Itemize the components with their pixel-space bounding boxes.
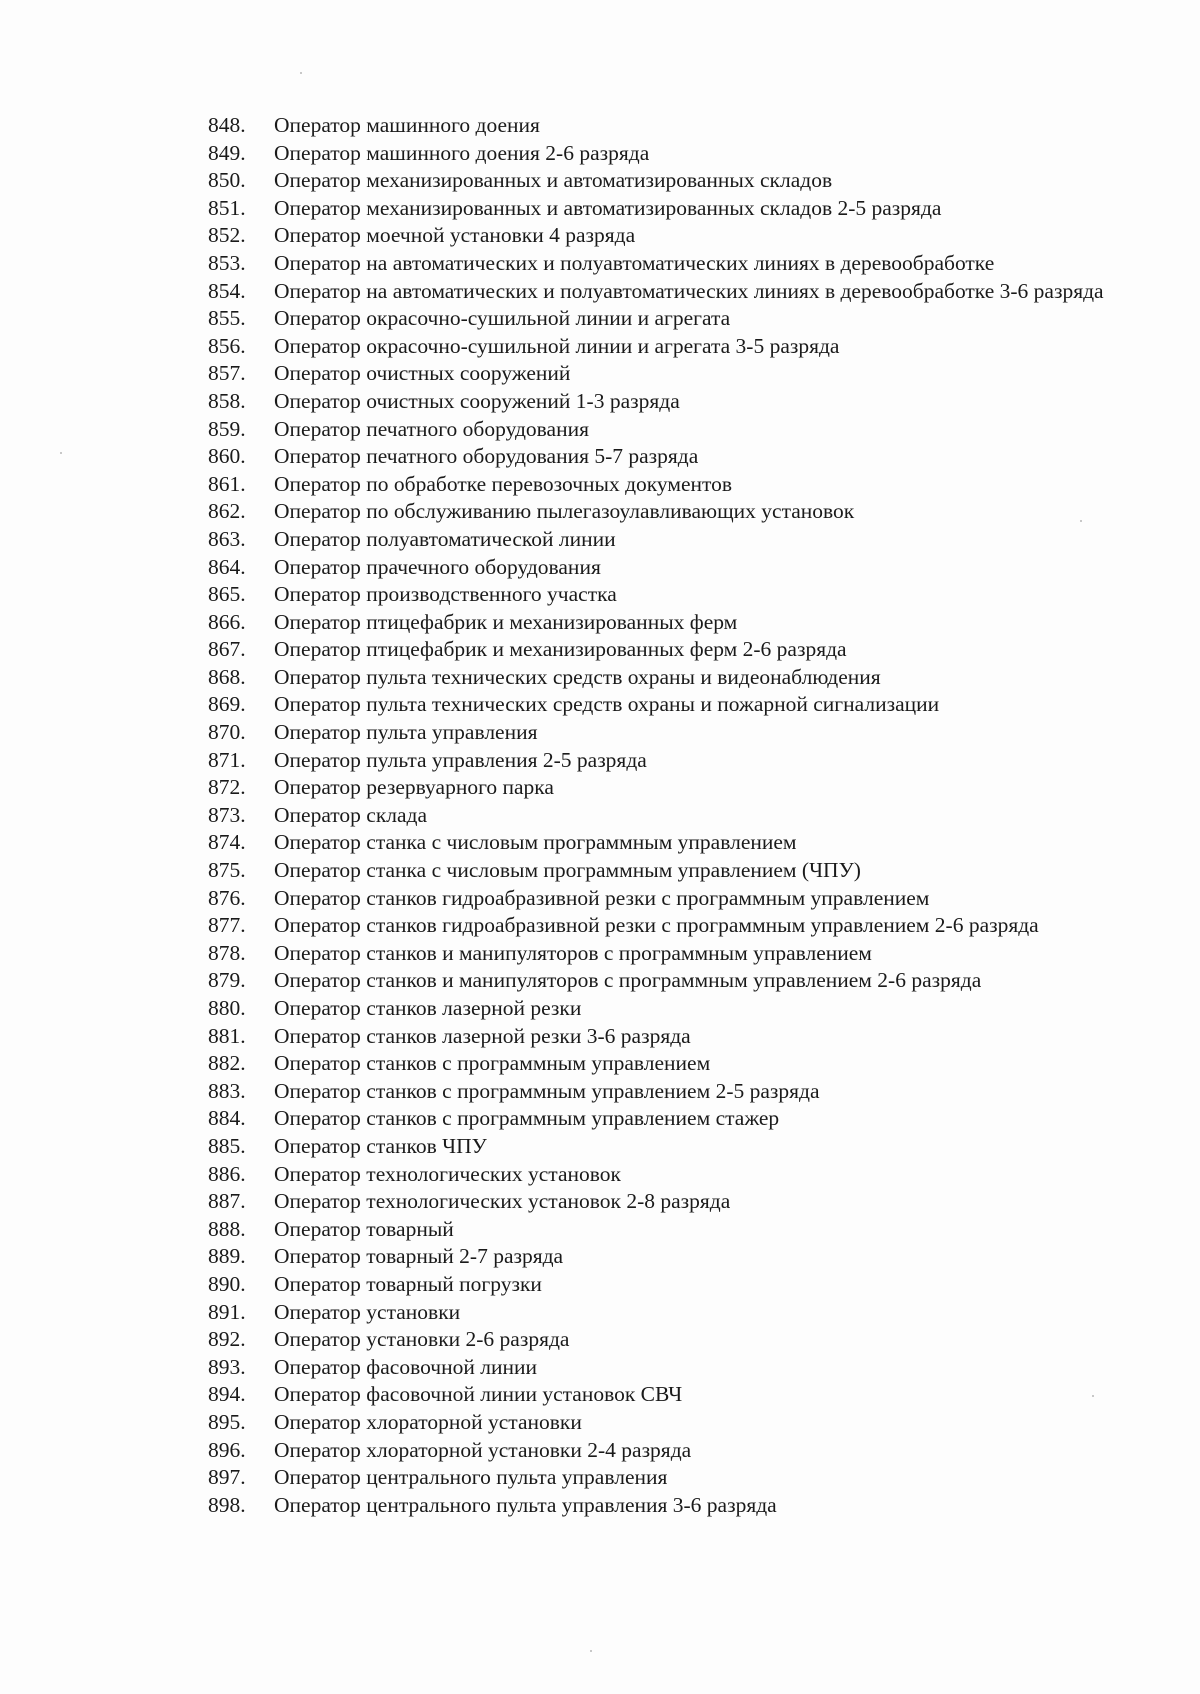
list-item <box>208 829 1128 857</box>
list-item <box>208 1492 1128 1520</box>
item-text: Оператор станков лазерной резки 3-6 разряда <box>274 1023 691 1048</box>
list-item <box>208 747 1128 775</box>
scan-speck <box>60 452 62 454</box>
item-number: 894. <box>208 1382 246 1407</box>
list-item <box>208 1188 1128 1216</box>
list-item <box>208 1271 1128 1299</box>
item-number: 861. <box>208 471 246 496</box>
list-item <box>208 1299 1128 1327</box>
item-text: Оператор по обслуживанию пылегазоулавливающих установок <box>274 499 855 524</box>
item-number: 872. <box>208 775 246 800</box>
item-number: 898. <box>208 1492 246 1517</box>
item-text: Оператор станков и манипуляторов с программным управлением <box>274 940 872 965</box>
list-item <box>208 498 1128 526</box>
list-item <box>208 774 1128 802</box>
list-item <box>208 940 1128 968</box>
item-text: Оператор на автоматических и полуавтоматических линиях в деревообработке 3-6 разряда <box>274 278 1104 303</box>
item-number: 867. <box>208 637 246 662</box>
item-number: 877. <box>208 913 246 938</box>
item-number: 862. <box>208 499 246 524</box>
list-item <box>208 1243 1128 1271</box>
item-number: 880. <box>208 996 246 1020</box>
list-item <box>208 554 1128 582</box>
item-number: 875. <box>208 858 246 883</box>
item-text: Оператор полуавтоматической линии <box>274 526 616 551</box>
item-text: Оператор птицефабрик и механизированных ферм <box>274 609 738 634</box>
list-item <box>208 1464 1128 1492</box>
list-item <box>208 664 1128 692</box>
item-number: 865. <box>208 582 246 607</box>
item-text: Оператор фасовочной линии <box>274 1354 537 1379</box>
item-text: Оператор производственного участка <box>274 582 617 607</box>
list-item <box>208 1354 1128 1382</box>
item-text: Оператор пульта управления 2-5 разряда <box>274 747 647 772</box>
list-item <box>208 802 1128 830</box>
item-number: 858. <box>208 388 246 413</box>
item-text: Оператор окрасочно-сушильной линии и агрегата 3-5 разряда <box>274 333 840 358</box>
list-item <box>208 1326 1128 1354</box>
list-item <box>208 388 1128 416</box>
item-text: Оператор хлораторной установки 2-4 разряда <box>274 1437 692 1462</box>
item-number: 890. <box>208 1271 246 1296</box>
item-number: 895. <box>208 1409 246 1434</box>
list-item <box>208 305 1128 333</box>
item-number: 868. <box>208 664 246 689</box>
list-item <box>208 278 1128 306</box>
scan-speck <box>590 1650 592 1652</box>
item-text: Оператор окрасочно-сушильной линии и агрегата <box>274 306 731 331</box>
item-number: 897. <box>208 1465 246 1490</box>
item-number: 882. <box>208 1051 246 1076</box>
list-item <box>208 1381 1128 1409</box>
item-number: 891. <box>208 1299 246 1324</box>
item-text: Оператор станков с программным управлением <box>274 1051 711 1076</box>
item-text: Оператор центрального пульта управления <box>274 1465 668 1490</box>
item-text: Оператор очистных сооружений <box>274 361 571 386</box>
item-text: Оператор станка с числовым программным управлением <box>274 830 797 855</box>
list-item <box>208 416 1128 444</box>
list-item <box>208 112 1128 140</box>
list-item <box>208 1133 1128 1161</box>
list-item <box>208 360 1128 388</box>
item-text: Оператор пульта технических средств охраны и пожарной сигнализации <box>274 692 940 717</box>
item-text: Оператор станков гидроабразивной резки с программным управлением <box>274 885 930 910</box>
item-text: Оператор установки 2-6 разряда <box>274 1327 570 1352</box>
item-text: Оператор станков с программным управлением 2-5 разряда <box>274 1078 820 1103</box>
item-number: 860. <box>208 444 246 469</box>
list-item <box>208 1105 1128 1133</box>
item-text: Оператор на автоматических и полуавтоматических линиях в деревообработке <box>274 250 995 275</box>
item-number: 866. <box>208 609 246 634</box>
item-text: Оператор станков лазерной резки <box>274 996 582 1020</box>
item-number: 857. <box>208 361 246 386</box>
item-text: Оператор птицефабрик и механизированных ферм 2-6 разряда <box>274 637 847 662</box>
item-text: Оператор пульта технических средств охраны и видеонаблюдения <box>274 664 881 689</box>
item-number: 885. <box>208 1133 246 1158</box>
list-item <box>208 443 1128 471</box>
item-number: 886. <box>208 1161 246 1186</box>
item-number: 856. <box>208 333 246 358</box>
list-item <box>208 912 1128 940</box>
item-text: Оператор машинного доения <box>274 113 540 137</box>
item-number: 850. <box>208 168 246 193</box>
list-item <box>208 967 1128 995</box>
item-text: Оператор прачечного оборудования <box>274 554 601 579</box>
item-text: Оператор по обработке перевозочных документов <box>274 471 733 496</box>
list-item <box>208 691 1128 719</box>
item-text: Оператор хлораторной установки <box>274 1409 582 1434</box>
item-number: 889. <box>208 1244 246 1269</box>
item-text: Оператор станка с числовым программным управлением (ЧПУ) <box>274 858 861 883</box>
item-text: Оператор печатного оборудования 5-7 разряда <box>274 444 699 469</box>
item-text: Оператор машинного доения 2-6 разряда <box>274 140 650 165</box>
item-text: Оператор центрального пульта управления 3-6 разряда <box>274 1492 777 1517</box>
item-number: 876. <box>208 885 246 910</box>
profession-list <box>208 112 1128 1519</box>
item-number: 864. <box>208 554 246 579</box>
list-item <box>208 995 1128 1023</box>
item-number: 849. <box>208 140 246 165</box>
item-text: Оператор технологических установок <box>274 1161 621 1186</box>
item-text: Оператор очистных сооружений 1-3 разряда <box>274 388 680 413</box>
item-text: Оператор пульта управления <box>274 720 538 745</box>
list-item <box>208 1437 1128 1465</box>
item-text: Оператор фасовочной линии установок СВЧ <box>274 1382 683 1407</box>
list-item <box>208 167 1128 195</box>
list-item <box>208 195 1128 223</box>
item-text: Оператор механизированных и автоматизированных складов 2-5 разряда <box>274 195 942 220</box>
scan-speck <box>300 72 302 74</box>
item-number: 854. <box>208 278 246 303</box>
item-number: 874. <box>208 830 246 855</box>
item-number: 893. <box>208 1354 246 1379</box>
item-text: Оператор печатного оборудования <box>274 416 589 441</box>
item-text: Оператор резервуарного парка <box>274 775 554 800</box>
list-item <box>208 333 1128 361</box>
list-item <box>208 140 1128 168</box>
item-number: 869. <box>208 692 246 717</box>
item-number: 892. <box>208 1327 246 1352</box>
item-text: Оператор склада <box>274 802 428 827</box>
item-text: Оператор товарный 2-7 разряда <box>274 1244 564 1269</box>
item-number: 848. <box>208 113 246 137</box>
list-item <box>208 1409 1128 1437</box>
item-text: Оператор станков с программным управлением стажер <box>274 1106 780 1131</box>
item-number: 888. <box>208 1216 246 1241</box>
item-number: 859. <box>208 416 246 441</box>
list-item <box>208 609 1128 637</box>
list-item <box>208 1050 1128 1078</box>
list-item <box>208 222 1128 250</box>
item-number: 863. <box>208 526 246 551</box>
item-number: 878. <box>208 940 246 965</box>
item-text: Оператор станков гидроабразивной резки с программным управлением 2-6 разряда <box>274 913 1039 938</box>
item-number: 871. <box>208 747 246 772</box>
item-number: 852. <box>208 223 246 248</box>
item-text: Оператор станков и манипуляторов с программным управлением 2-6 разряда <box>274 968 982 993</box>
list-item <box>208 857 1128 885</box>
item-text: Оператор товарный погрузки <box>274 1271 542 1296</box>
item-text: Оператор механизированных и автоматизированных складов <box>274 168 833 193</box>
list-item <box>208 1023 1128 1051</box>
list-item <box>208 1161 1128 1189</box>
item-text: Оператор технологических установок 2-8 разряда <box>274 1189 731 1214</box>
item-text: Оператор установки <box>274 1299 461 1324</box>
list-item <box>208 636 1128 664</box>
item-number: 853. <box>208 250 246 275</box>
item-number: 873. <box>208 802 246 827</box>
item-number: 884. <box>208 1106 246 1131</box>
list-item <box>208 526 1128 554</box>
item-text: Оператор моечной установки 4 разряда <box>274 223 636 248</box>
item-text: Оператор товарный <box>274 1216 454 1241</box>
item-number: 896. <box>208 1437 246 1462</box>
item-text: Оператор станков ЧПУ <box>274 1133 487 1158</box>
list-item <box>208 250 1128 278</box>
list-item <box>208 1216 1128 1244</box>
list-item <box>208 581 1128 609</box>
list-item <box>208 1078 1128 1106</box>
item-number: 879. <box>208 968 246 993</box>
item-number: 883. <box>208 1078 246 1103</box>
list-item <box>208 885 1128 913</box>
item-number: 881. <box>208 1023 246 1048</box>
item-number: 851. <box>208 195 246 220</box>
item-number: 855. <box>208 306 246 331</box>
list-item <box>208 719 1128 747</box>
item-number: 870. <box>208 720 246 745</box>
item-number: 887. <box>208 1189 246 1214</box>
list-item <box>208 471 1128 499</box>
